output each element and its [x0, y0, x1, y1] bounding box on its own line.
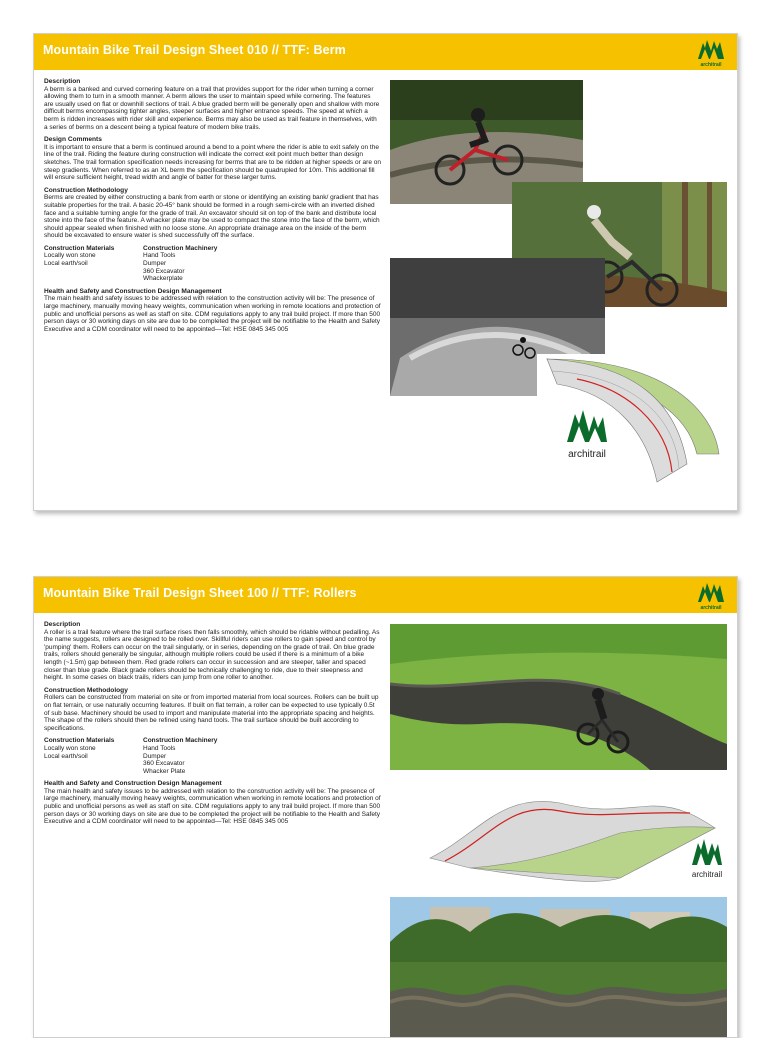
sheet-title: Mountain Bike Trail Design Sheet 010 // TTF: Berm	[43, 43, 346, 57]
logo-label: architrail	[700, 605, 722, 611]
description-heading: Description	[44, 621, 81, 628]
material-item: Local earth/soil	[44, 260, 88, 268]
sheet-text	[44, 621, 381, 831]
material-item: Local earth/soil	[44, 752, 88, 760]
health-text: The main health and safety issues to be addressed with relation to the construction activity will be: The presence of large machinery, manually moving heavy weights, communication when working in remote locations and protection of public and unofficial persons as well as staff on site. CDM regulations apply to any trail build project. If more than 500 person days or 30 working days on site are due to be completed the project will be notifiable to the Health and Safety Executive and a CDM coordinator will need to be appointed—Tel: HSE 0845 345 005	[44, 295, 381, 333]
material-item: Locally won stone	[44, 744, 96, 752]
health-heading: Health and Safety and Construction Design Management	[44, 287, 222, 295]
machinery-heading: Construction Machinery	[143, 244, 218, 252]
sheet-header	[34, 577, 737, 613]
machinery-item: 360 Excavator	[143, 267, 185, 275]
description-text: A roller is a trail feature where the trail surface rises then falls smoothly, which should be ridable without pedalling. As the name suggests, rollers are designed to be rolled over. Skillful riders can use rollers to gain speed and control by 'pumping' them. Rollers can occur on the trail singularly, or in series, depending on the grade of trail. On blue grade trails, rollers should generally be singular, although multiple rollers could be used if there is a minimum of a bike length (~1.5m) gap between them. Red grade rollers can occur in succession and are steeper, taller and spaced closer than blue grade. Black grade rollers should be technically challenging to ride, due to their steepness and height. In some cases on black trails, riders can jump from one roller to another.	[44, 628, 380, 682]
method-text: Berms are created by either constructing a bank from earth or stone or identifying an existing bank/ gradient that has suitable properties for the trail. A basic 20-45° bank should be formed in a rough semi-circle with an inverted dished face and a suitable turning angle for the grade of trail. An excavator should sit on top of the bank and distribute local stone into the face of the feature. A whacker plate may be used to compact the stone into the face of the berm, which should appear sealed when finished with no loose stone. An appropriate drainage area on the inside of the berm should be excavated to ensure water is shed successfully off the surface.	[44, 194, 380, 240]
machinery-item: Hand Tools	[143, 252, 176, 260]
machinery-item: Whacker Plate	[143, 767, 186, 775]
materials-heading: Construction Materials	[44, 244, 115, 252]
method-heading: Construction Methodology	[44, 186, 128, 194]
method-text: Rollers can be constructed from material on site or from imported material from local sources. Rollers can be built up on flat terrain, or use naturally occurring features. If built on flat terrain, a roller can be expected to use typically 0.5t of sub base. Machinery should be used to import and manipulate material into the appropriate spacing and heights. The shape of the rollers should then be refined using hand tools. The trail surface should be built according to specifications.	[44, 694, 379, 732]
tree-logo-icon	[695, 580, 727, 604]
machinery-item: Whackerplate	[143, 275, 183, 283]
machinery-item: Dumper	[143, 260, 167, 268]
method-heading: Construction Methodology	[44, 686, 128, 694]
diagram-tree-logo-icon	[567, 410, 607, 442]
diagram-logo-label: architrail	[691, 870, 723, 879]
architrail-logo	[695, 580, 727, 610]
description-heading: Description	[44, 78, 81, 85]
rollers-photo-park	[390, 897, 727, 1037]
logo-label: architrail	[700, 62, 722, 68]
materials-heading: Construction Materials	[44, 737, 115, 745]
diagram-tree-logo-icon	[692, 839, 722, 865]
design-sheet-berm	[33, 33, 738, 511]
design-sheet-rollers	[33, 576, 738, 1038]
machinery-item: Hand Tools	[143, 744, 176, 752]
tree-logo-icon	[695, 37, 727, 61]
materials-machinery	[44, 245, 381, 283]
sheet-header	[34, 34, 737, 70]
berm-diagram	[537, 354, 727, 496]
health-heading: Health and Safety and Construction Design Management	[44, 780, 222, 788]
diagram-logo-label: architrail	[568, 449, 606, 460]
sheet-title: Mountain Bike Trail Design Sheet 100 // TTF: Rollers	[43, 586, 357, 600]
material-item: Locally won stone	[44, 252, 96, 260]
rollers-photo-rider	[390, 624, 727, 770]
machinery-item: Dumper	[143, 752, 167, 760]
health-text: The main health and safety issues to be addressed with relation to the construction activity will be: The presence of large machinery, manually moving heavy weights, communication when working in remote locations and protection of public and unofficial persons as well as staff on site. CDM regulations apply to any trail build project. If more than 500 person days or 30 working days on site are due to be completed the project will be notifiable to the Health and Safety Executive and a CDM coordinator will need to be appointed—Tel: HSE 0845 345 005	[44, 787, 381, 826]
machinery-item: 360 Excavator	[143, 760, 185, 768]
design-text: It is important to ensure that a berm is continued around a bend to a point where the rider is able to exit safely on the line of the trail. Riding the feature during construction will indicate the correct exit point much better than design sketches. The trail formation specification needs increasing for berms that are to be ridden at higher speeds or are on steep gradients. When referred to as an XL berm the specification should be quadrupled for 10m. This additional fill will ensure sufficient height, tread width and angle of batter for these larger turns.	[44, 143, 381, 182]
rollers-diagram	[390, 773, 727, 891]
architrail-logo	[695, 37, 727, 67]
design-heading: Design Comments	[44, 136, 102, 144]
materials-machinery	[44, 737, 381, 775]
machinery-heading: Construction Machinery	[143, 737, 218, 745]
sheet-text	[44, 78, 381, 338]
description-text: A berm is a banked and curved cornering feature on a trail that provides support for the rider when turning a corner allowing them to turn in a smooth manner. A berm allows the user to maintain speed while cornering. The features are usually used on flat or downhill sections of trail. A blue graded berm will be generally open and shallow with more difficult berms encompassing tighter angles, steeper surfaces and higher entrance speeds. The speed at which a berm is ridden increases with rider skill and experience. Berms may also be used as trail feature in themselves, with a series of berms on a descent being a typical feature of modern bike trails.	[44, 85, 380, 131]
